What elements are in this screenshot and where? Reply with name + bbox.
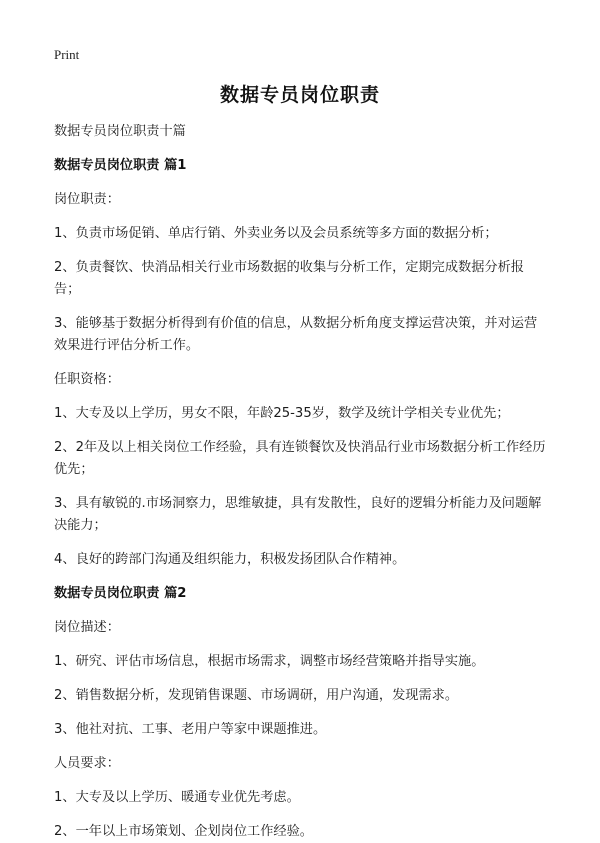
document-body xyxy=(54,121,548,843)
print-link[interactable]: Print xyxy=(54,47,80,62)
requirement-label: 人员要求： xyxy=(54,756,120,771)
duty-item: 1、负责市场促销、单店行销、外卖业务以及会员系统等多方面的数据分析； xyxy=(54,226,498,241)
qualification-item: 1、大专及以上学历，男女不限，年龄25-35岁，数学及统计学相关专业优先； xyxy=(54,406,510,421)
qualification-item: 4、良好的跨部门沟通及组织能力，积极发扬团队合作精神。 xyxy=(54,552,406,567)
requirement-item: 2、一年以上市场策划、企划岗位工作经验。 xyxy=(54,824,313,839)
duty-label: 岗位职责： xyxy=(54,192,120,207)
duty-item: 2、负责餐饮、快消品相关行业市场数据的收集与分析工作，定期完成数据分析报告； xyxy=(54,260,524,297)
description-item: 3、他社对抗、工事、老用户等家中课题推进。 xyxy=(54,722,327,737)
qualification-item: 2、2年及以上相关岗位工作经验，具有连锁餐饮及快消品行业市场数据分析工作经历优先； xyxy=(54,440,546,477)
description-label: 岗位描述： xyxy=(54,620,120,635)
subtitle: 数据专员岗位职责十篇 xyxy=(54,124,186,139)
qualification-label: 任职资格： xyxy=(54,372,120,387)
description-item: 1、研究、评估市场信息，根据市场需求，调整市场经营策略并指导实施。 xyxy=(54,654,485,669)
page-title: 数据专员岗位职责 xyxy=(219,84,380,106)
description-item: 2、销售数据分析，发现销售课题、市场调研，用户沟通，发现需求。 xyxy=(54,688,459,703)
requirement-item: 1、大专及以上学历、暖通专业优先考虑。 xyxy=(54,790,300,805)
section-heading-2: 数据专员岗位职责 篇2 xyxy=(54,586,187,601)
duty-item: 3、能够基于数据分析得到有价值的信息，从数据分析角度支撑运营决策，并对运营效果进行评估分析工作。 xyxy=(54,316,538,353)
section-heading-1: 数据专员岗位职责 篇1 xyxy=(54,158,187,173)
qualification-item: 3、具有敏锐的.市场洞察力，思维敏捷，具有发散性，良好的逻辑分析能力及问题解决能力； xyxy=(54,496,542,533)
